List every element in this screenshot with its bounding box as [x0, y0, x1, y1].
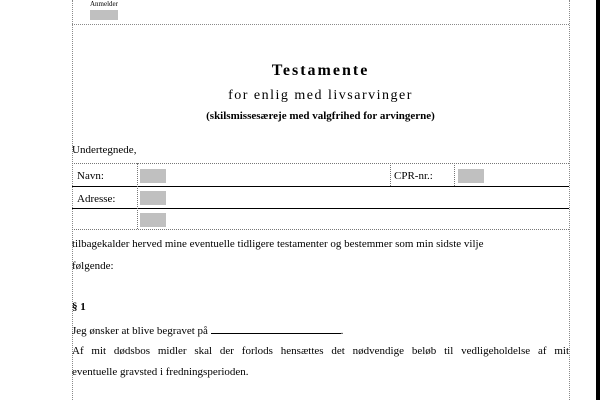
burial-text: Jeg ønsker at blive begravet på — [72, 325, 208, 337]
table-col-divider — [137, 163, 138, 229]
table-col-divider — [390, 163, 391, 186]
table-bottom-border — [72, 229, 569, 230]
address-field[interactable] — [140, 191, 166, 205]
window-edge — [596, 0, 600, 400]
table-row-separator — [72, 208, 569, 209]
revocation-text-line1: tilbagekalder herved mine eventuelle tidligere testamenter og bestemmer som min sidste vilje — [72, 238, 484, 250]
estate-text-line2: eventuelle gravsted i fredningsperioden. — [72, 366, 249, 378]
document-subtitle: for enlig med livsarvinger — [228, 88, 413, 103]
address-field-line2[interactable] — [140, 213, 166, 227]
name-label: Navn: — [77, 170, 104, 182]
left-margin-guide — [72, 0, 73, 400]
address-label: Adresse: — [77, 193, 116, 205]
estate-text-line1: Af mit dødsbos midler skal der forlods hensættes det nødvendige beløb til vedligeholdelse af mit — [72, 345, 569, 357]
intro-text: Undertegnede, — [72, 144, 137, 156]
name-field[interactable] — [140, 169, 166, 183]
anmelder-field[interactable] — [90, 10, 118, 20]
burial-place-blank[interactable] — [211, 322, 341, 334]
table-top-border — [72, 163, 569, 164]
burial-sentence — [72, 322, 343, 338]
right-margin-guide — [569, 0, 570, 400]
document-title: Testamente — [271, 62, 370, 79]
revocation-text-line2: følgende: — [72, 260, 114, 272]
header-boundary-guide — [72, 24, 569, 25]
burial-end: . — [340, 325, 344, 337]
table-col-divider — [454, 163, 455, 186]
section-1-heading: § 1 — [72, 301, 86, 313]
cpr-label: CPR-nr.: — [394, 170, 433, 182]
anmelder-label: Anmelder — [90, 0, 118, 8]
document-note: (skilsmissesæreje med valgfrihed for arvingerne) — [206, 110, 435, 122]
table-row-separator — [72, 186, 569, 187]
cpr-field[interactable] — [458, 169, 484, 183]
